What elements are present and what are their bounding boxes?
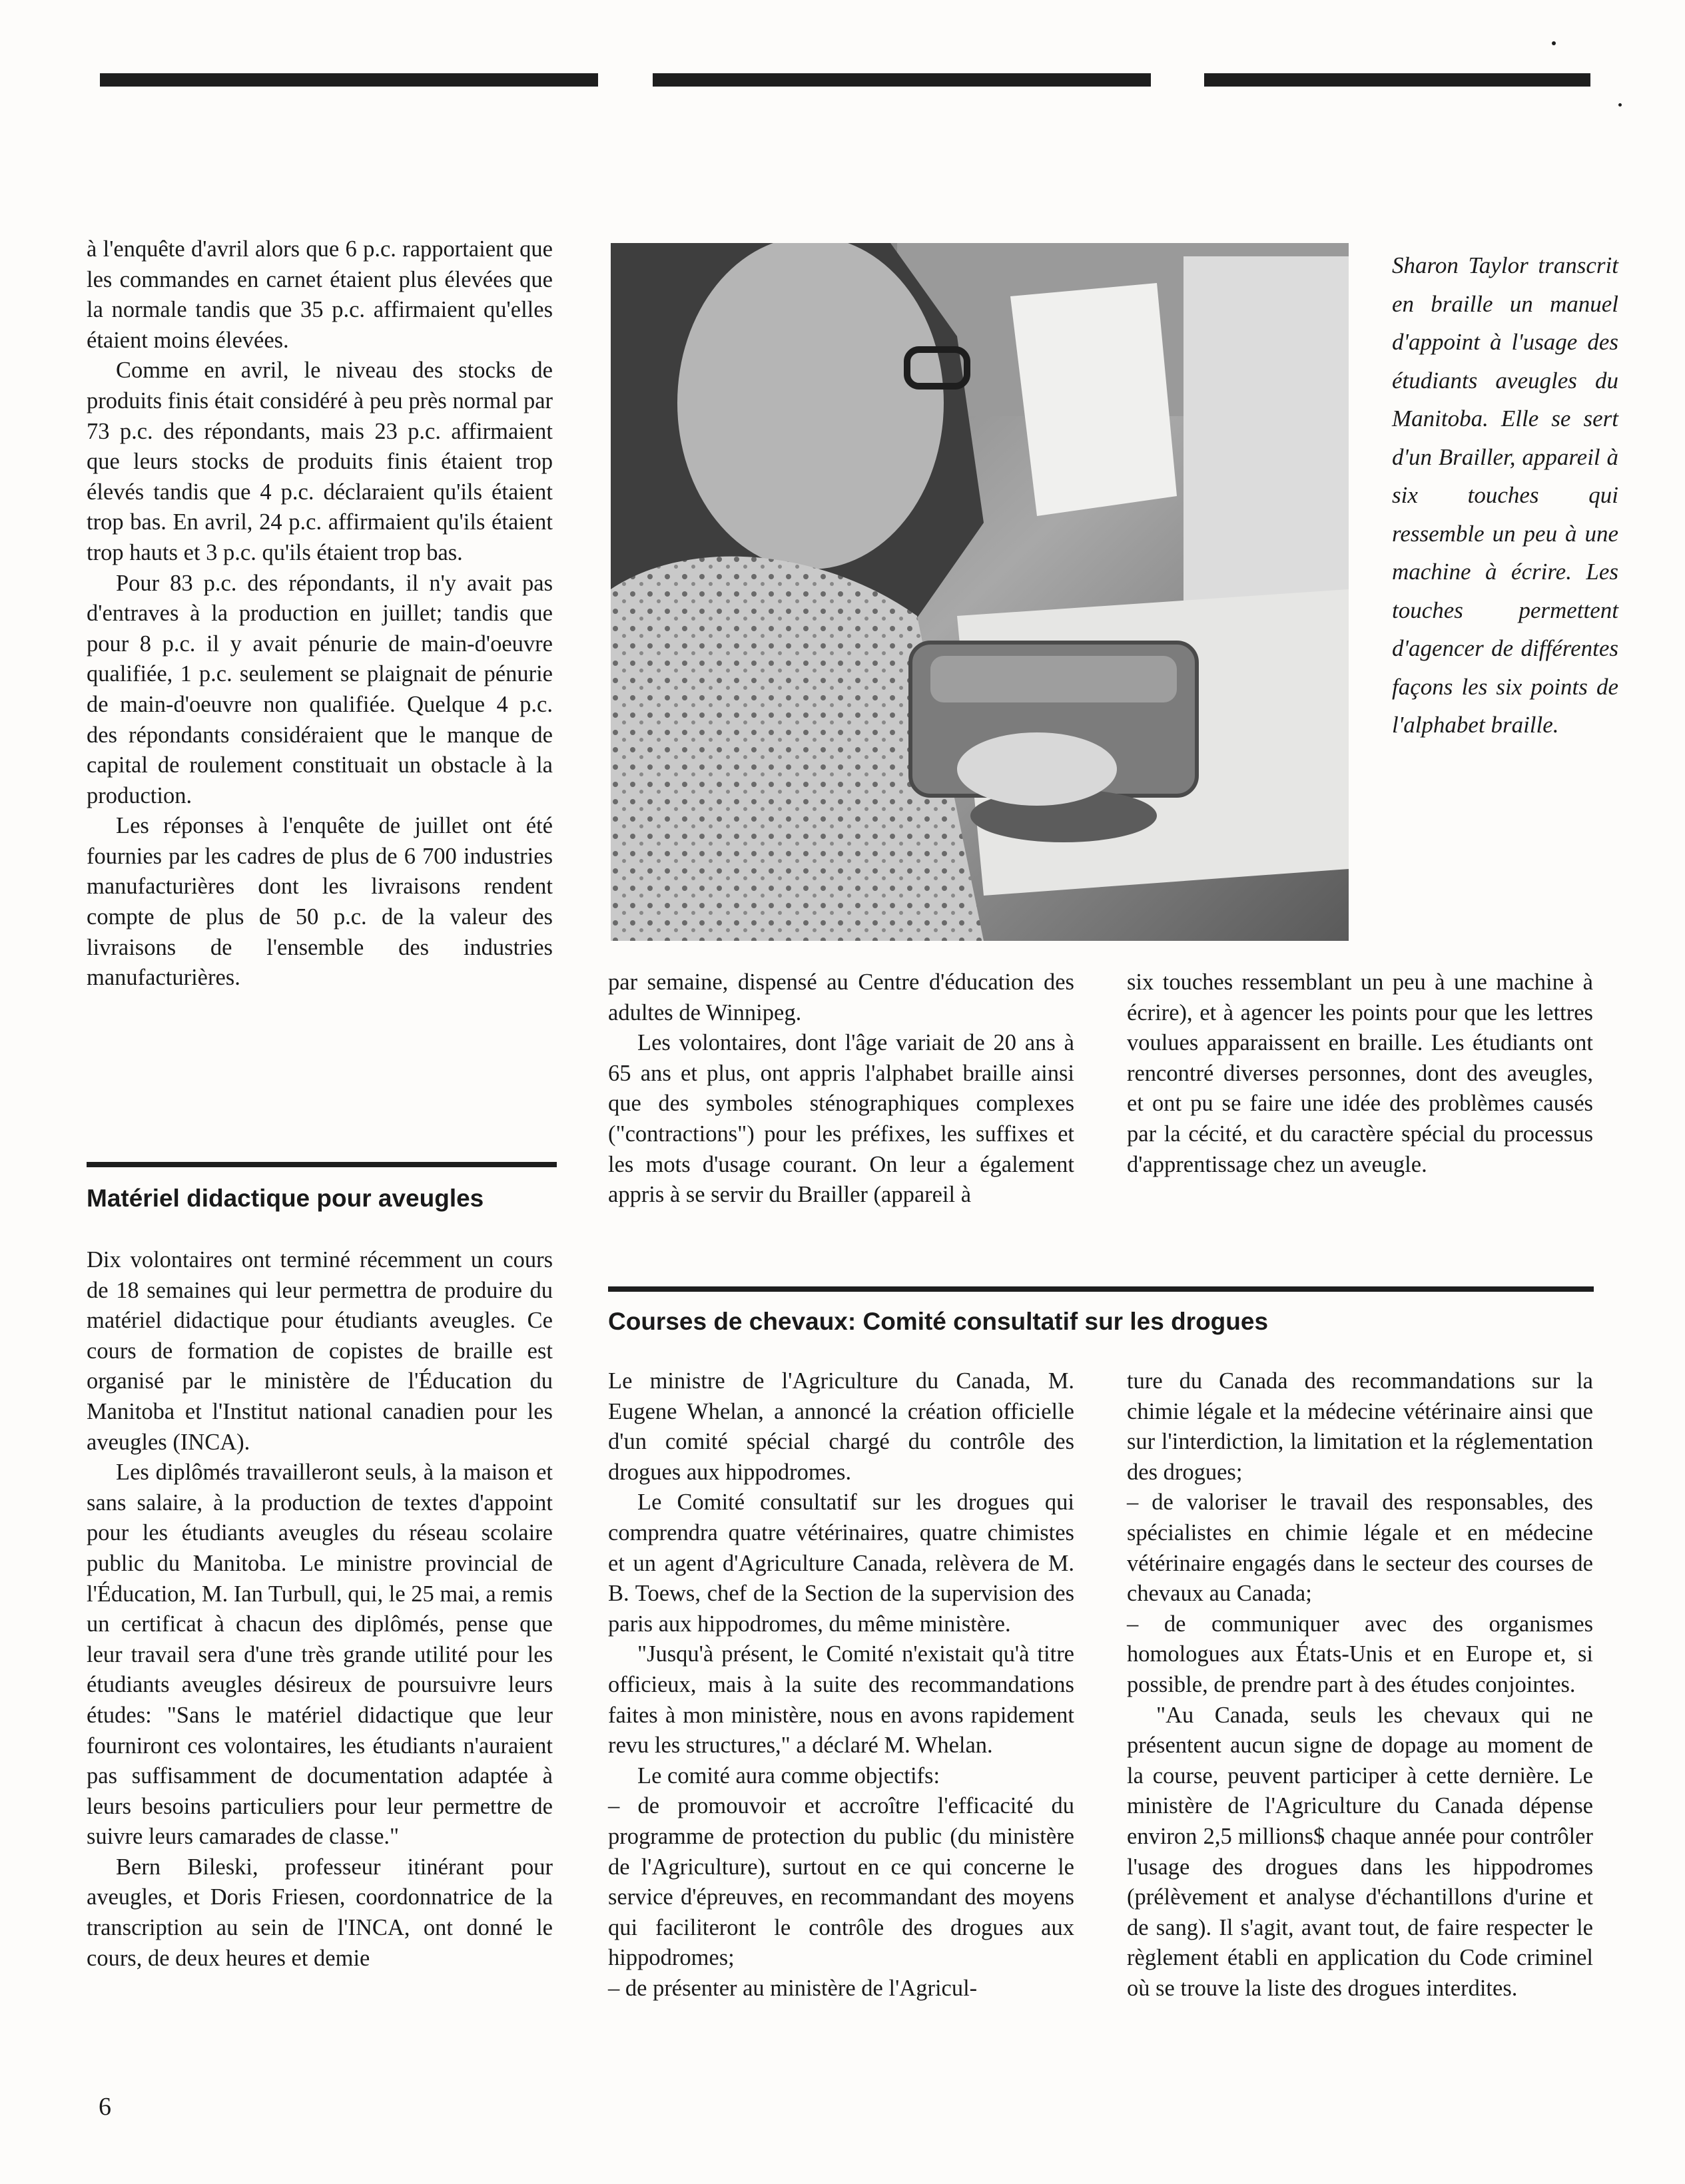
braille-article-col3 [1127,967,1593,1180]
top-rule-middle [653,73,1151,87]
section-rule [87,1162,557,1167]
paragraph: par semaine, dispensé au Centre d'éducation des adultes de Winnipeg. [608,969,1074,1025]
paragraph: – de présenter au ministère de l'Agricul- [608,1975,978,2001]
photo-caption [1392,246,1618,744]
paragraph: Les réponses à l'enquête de juillet ont été fournies par les cadres de plus de 6 700 industries manufacturières dont les livraisons rendent compte de plus de 50 p.c. de la valeur des livraisons de l'ensemble des industries manufacturières. [87,813,553,991]
paragraph: – de promouvoir et accroître l'efficacité du programme de protection du public (du ministère de l'Agriculture), surtout en ce qui concerne le service d'épreuves, en recommandant des moyens qui faciliteront le contrôle des drogues aux hippodromes; [608,1793,1074,1971]
speck-mark [1618,103,1622,107]
section-rule [608,1286,1594,1292]
paragraph: Bern Bileski, professeur itinérant pour aveugles, et Doris Friesen, coordonnatrice de la transcription au sein de l'INCA, ont donné le cours, de deux heures et demie [87,1854,553,1971]
paragraph: Le Comité consultatif sur les drogues qui comprendra quatre vétérinaires, quatre chimistes et un agent d'Agriculture Canada, relèvera de M. B. Toews, chef de la Section de la supervision des paris aux hippodromes, du même ministère. [608,1490,1074,1637]
top-rule-left [100,73,598,87]
photo-image [611,243,1349,941]
braille-transcriber-photo [611,243,1349,941]
caption-text: Sharon Taylor transcrit en braille un manuel d'appoint à l'usage des étudiants aveugles du Manitoba. Elle se sert d'un Brailler, appareil à six touches qui ressemble un peu à une machine à écrire. Les touches permettent d'agencer de différentes façons les six points de l'alphabet braille. [1392,252,1618,738]
paragraph: Le comité aura comme objectifs: [637,1763,940,1788]
paragraph: ture du Canada des recommandations sur la chimie légale et la médecine vétérinaire ainsi que sur l'interdiction, la limitation et la réglementation des drogues; [1127,1368,1593,1485]
paragraph: Les volontaires, dont l'âge variait de 20 ans à 65 ans et plus, ont appris l'alphabet braille ainsi que des symboles sténographiques complexes ("contractions") pour les préfixes, les suffixes et les mots d'usage courant. On leur a également appris à se servir du Brailler (appareil à [608,1030,1074,1208]
paragraph: Dix volontaires ont terminé récemment un cours de 18 semaines qui leur permettra de produire du matériel didactique pour étudiants aveugles. Ce cours de formation de copistes de braille est organisé par le ministère de l'Éducation du Manitoba et l'Institut national canadien pour les aveugles (INCA). [87,1247,553,1455]
hair [677,243,944,569]
paragraph: "Au Canada, seuls les chevaux qui ne présentent aucun signe de dopage au moment de la course, peuvent participer à cette dernière. Le ministère de l'Agriculture du Canada dépense environ 2,5 millions$ chaque année pour contrôler l'usage des drogues dans les hippodromes (prélèvement et analyse d'échantillons d'urine et de sang). Il s'agit, avant tout, de faire respecter le règlement établi en application du Code criminel où se trouve la liste des drogues interdites. [1127,1702,1593,2001]
intro-column [87,234,553,993]
braille-article-col2 [608,967,1074,1211]
paragraph: à l'enquête d'avril alors que 6 p.c. rapportaient que les commandes en carnet étaient plus élevées que la normale tandis que 35 p.c. affirmaient qu'elles étaient moins élevées. [87,236,553,353]
courses-article-col2 [1127,1366,1593,2004]
paper-sheet [1010,283,1177,516]
courses-article-col1 [608,1366,1074,2004]
article-title: Matériel didactique pour aveugles [87,1185,484,1212]
paragraph: six touches ressemblant un peu à une machine à écrire), et à agencer les points pour que les lettres voulues apparaissent en braille. Les étudiants ont rencontré diverses personnes, dont des aveugles, et ont pu se faire une idée des problèmes causés par la cécité, et du caractère spécial du processus d'apprentissage chez un aveugle. [1127,969,1593,1177]
braille-article-col1 [87,1245,553,1974]
paragraph: "Jusqu'à présent, le Comité n'existait qu'à titre officieux, mais à la suite des recommandations faites à mon ministère, nous en avons rapidement revu les structures," a déclaré M. Whelan. [608,1641,1074,1759]
paragraph: – de valoriser le travail des responsables, des spécialistes en chimie légale et en médecine vétérinaire engagés dans le secteur des courses de chevaux au Canada; [1127,1490,1593,1607]
article-title: Courses de chevaux: Comité consultatif sur les drogues [608,1308,1269,1335]
page-number: 6 [99,2093,111,2121]
paragraph: Comme en avril, le niveau des stocks de produits finis était considéré à peu près normal par 73 p.c. des répondants, mais 23 p.c. affirmaient que leurs stocks de produits finis étaient trop élevés tandis que 4 p.c. déclaraient qu'ils étaient trop bas. En avril, 24 p.c. affirmaient qu'ils étaient trop hauts et 3 p.c. qu'ils étaient trop bas. [87,358,553,565]
speck-mark [1552,41,1556,45]
paragraph: – de communiquer avec des organismes homologues aux États-Unis et en Europe et, si possible, de prendre part à des études conjointes. [1127,1611,1593,1697]
paragraph: Pour 83 p.c. des répondants, il n'y avait pas d'entraves à la production en juillet; tandis que pour 8 p.c. il y avait pénurie de main-d'oeuvre qualifiée, 1 p.c. seulement se plaignait de pénurie de main-d'oeuvre non qualifiée. Quelque 4 p.c. des répondants considéraient que le manque de capital de roulement constituait un obstacle à la production. [87,570,553,808]
top-rule-right [1204,73,1590,87]
paragraph: Les diplômés travailleront seuls, à la maison et sans salaire, à la production de textes d'appoint pour les étudiants aveugles du réseau scolaire public du Manitoba. Le ministre provincial de l'Éducation, M. Ian Turbull, qui, le 25 mai, a remis un certificat à chacun des diplômés, pense que leur travail sera d'une très grande utilité pour les étudiants aveugles désireux de poursuivre leurs études: "Sans le matériel didactique que leur fourniront ces volontaires, les étudiants n'auraient pas suffisamment de documentation adaptée à leurs besoins particuliers pour leur permettre de suivre leurs camarades de classe." [87,1460,553,1850]
paragraph: Le ministre de l'Agriculture du Canada, M. Eugene Whelan, a annoncé la création officielle d'un comité spécial chargé du contrôle des drogues aux hippodromes. [608,1368,1074,1485]
hands [957,732,1117,806]
